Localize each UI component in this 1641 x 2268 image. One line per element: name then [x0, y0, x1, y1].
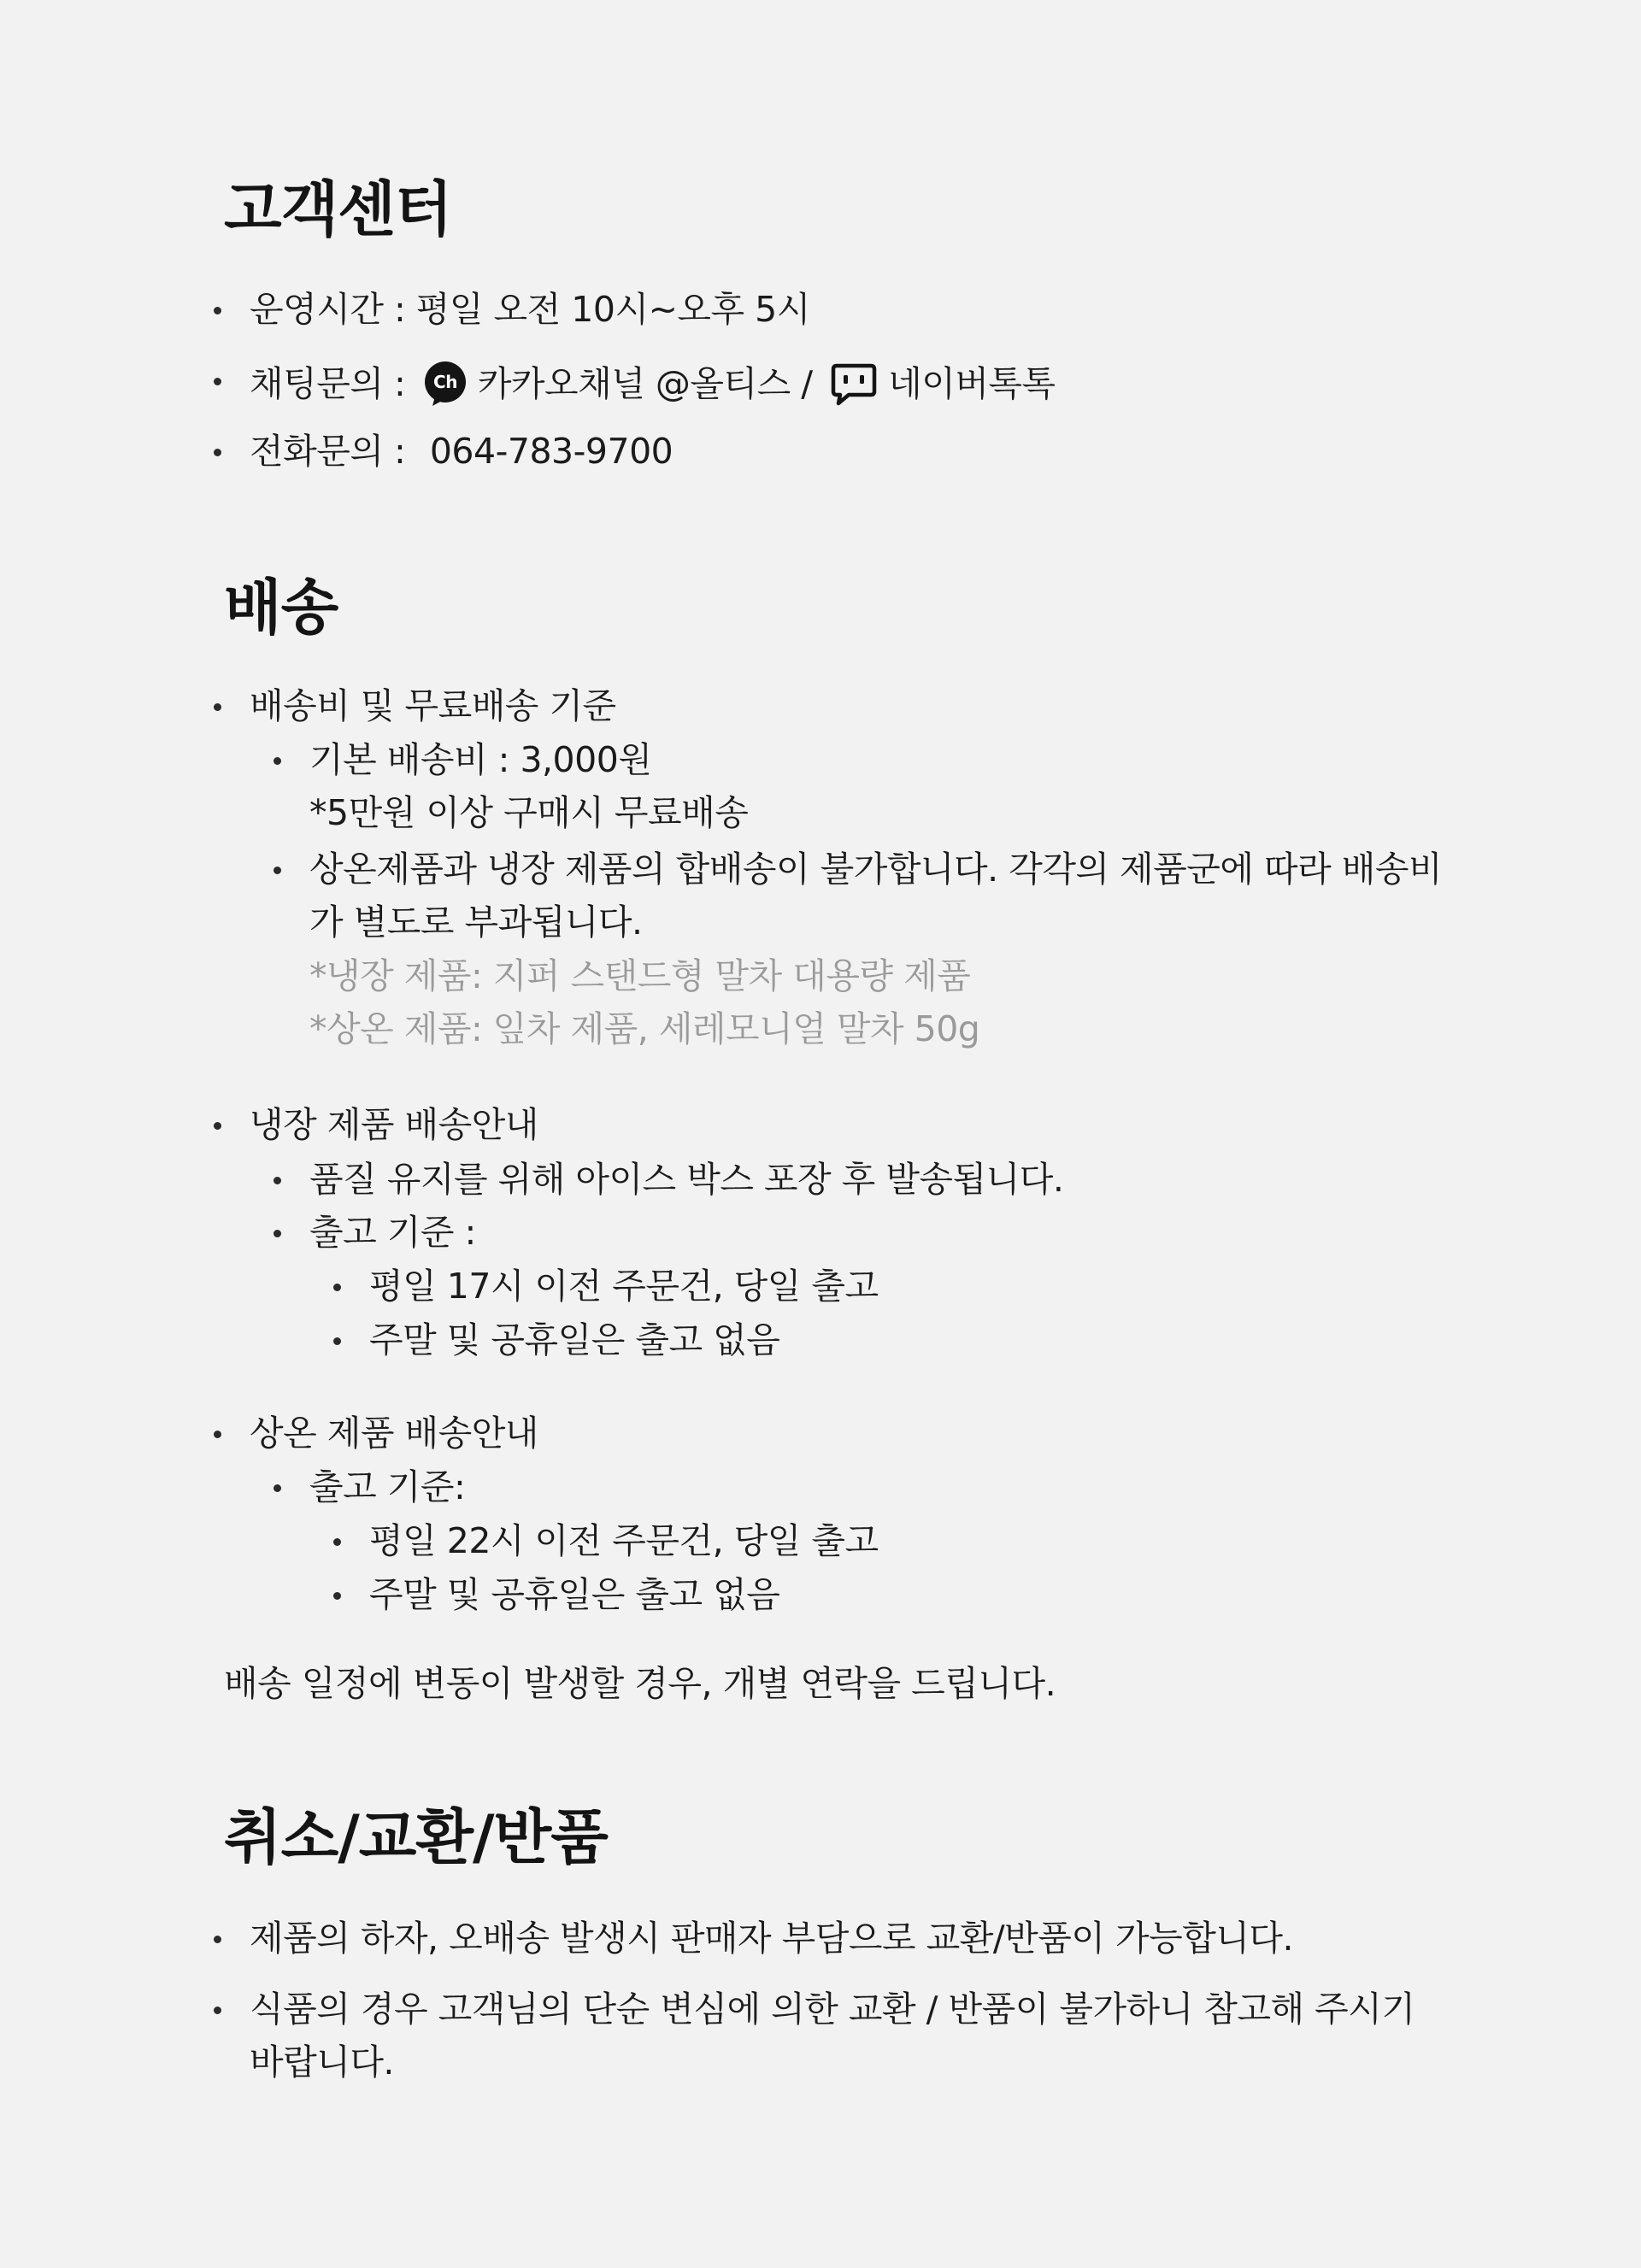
bullet	[274, 1484, 281, 1492]
room-dispatch-label: 출고 기준:	[309, 1466, 466, 1507]
bullet	[333, 1592, 341, 1600]
cold-packaging-text: 품질 유지를 위해 아이스 박스 포장 후 발송됩니다.	[309, 1159, 1064, 1200]
phone-row	[250, 431, 673, 472]
room-shipping-heading: 상온 제품 배송안내	[250, 1413, 538, 1454]
bullet	[274, 1230, 281, 1237]
naver-talk-link[interactable]: 네이버톡톡	[888, 363, 1056, 404]
food-return-line1: 식품의 경우 고객님의 단순 변심에 의한 교환 / 반품이 불가하니 참고해 주시기	[250, 1989, 1415, 2030]
bullet	[214, 307, 221, 314]
room-dispatch-weekday: 평일 22시 이전 주문건, 당일 출고	[369, 1520, 879, 1561]
bullet	[333, 1538, 341, 1546]
shipping-title: 배송	[224, 573, 338, 643]
cold-dispatch-weekend: 주말 및 공휴일은 출고 없음	[369, 1319, 780, 1360]
chat-inquiry-row	[250, 363, 1056, 409]
phone-number[interactable]: 064-783-9700	[429, 431, 673, 472]
cold-shipping-heading: 냉장 제품 배송안내	[250, 1104, 538, 1145]
bullet	[214, 378, 221, 385]
kakao-channel-icon[interactable]	[423, 361, 468, 407]
room-product-note: *상온 제품: 잎차 제품, 세레모니얼 말차 50g	[309, 1008, 980, 1049]
bullet	[214, 449, 221, 456]
bullet	[333, 1284, 341, 1291]
customer-center-title: 고객센터	[224, 174, 452, 244]
schedule-change-note: 배송 일정에 변동이 발생할 경우, 개별 연락을 드립니다.	[224, 1663, 1056, 1704]
bullet	[214, 1122, 221, 1130]
phone-label: 전화문의 :	[250, 431, 406, 472]
combined-shipping-line2: 가 별도로 부과됩니다.	[309, 902, 643, 943]
returns-title: 취소/교환/반품	[224, 1802, 608, 1872]
cold-dispatch-weekday: 평일 17시 이전 주문건, 당일 출고	[369, 1266, 879, 1307]
bullet	[333, 1337, 341, 1345]
bullet	[214, 1936, 221, 1943]
food-return-line2: 바랍니다.	[250, 2042, 394, 2083]
hours-text: 운영시간 : 평일 오전 10시~오후 5시	[250, 289, 810, 330]
naver-talktalk-icon[interactable]	[830, 361, 878, 407]
bullet	[274, 867, 281, 874]
fee-heading: 배송비 및 무료배송 기준	[250, 685, 616, 726]
kakao-channel-link[interactable]: 카카오채널 @올티스 /	[477, 363, 813, 404]
bullet	[214, 2007, 221, 2014]
defect-return-text: 제품의 하자, 오배송 발생시 판매자 부담으로 교환/반품이 가능합니다.	[250, 1918, 1294, 1959]
kakao-icon-text: Ch	[432, 372, 457, 392]
free-shipping-note: *5만원 이상 구매시 무료배송	[309, 792, 749, 833]
cold-dispatch-label: 출고 기준 :	[309, 1212, 476, 1253]
base-fee-text: 기본 배송비 : 3,000원	[309, 739, 652, 780]
bullet	[274, 757, 281, 765]
combined-shipping-line1: 상온제품과 냉장 제품의 합배송이 불가합니다. 각각의 제품군에 따라 배송비	[309, 849, 1443, 890]
bullet	[214, 1431, 221, 1438]
bullet	[274, 1177, 281, 1184]
bullet	[214, 703, 221, 711]
chat-label: 채팅문의 :	[250, 363, 406, 404]
room-dispatch-weekend: 주말 및 공휴일은 출고 없음	[369, 1574, 780, 1615]
cold-product-note: *냉장 제품: 지퍼 스탠드형 말차 대용량 제품	[309, 955, 971, 996]
